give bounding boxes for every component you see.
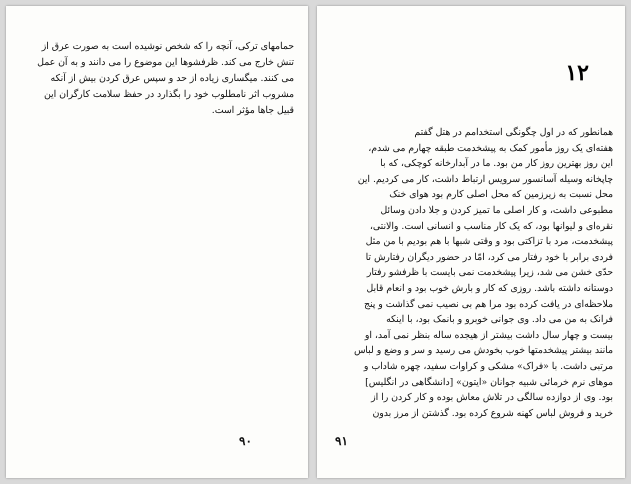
text-line: تنش خارج می کند. ظرفشوها این موضوع را می دانند و به آن عمل	[37, 57, 294, 69]
text-line: فرانک به من می داد. وی جوانی خوبرو و بانمک بود، با اینکه	[386, 314, 613, 326]
text-line: چاپخانه وسیله آسانسور سرویس ارتباط داشت، کار می کردیم. این	[357, 173, 613, 185]
text-line: این روز بهترین روز کار من بود. ما در آبدارخانه کوچکی، که با	[380, 158, 613, 170]
left-page-number: ۹۰	[239, 434, 252, 448]
text-line: ملاحظه‌ای در یافت کرده بود مرا هم بی نصیب نمی گذاشت و پنج	[363, 298, 613, 310]
left-page	[6, 6, 308, 478]
text-line: مرتبی داشت. با «فراک» مشکی و کراوات سفید، چهره شاداب و	[363, 360, 613, 372]
right-page	[317, 6, 625, 478]
text-line: بود. وی از دوازده سالگی در تلاش معاش بوده و کار کردن را از	[371, 392, 613, 404]
text-line: قبیل جاها مؤثر است.	[211, 105, 294, 117]
right-page-number: ۹۱	[335, 434, 348, 448]
text-line: نقره‌ای و لیوانها بود، که یک کار مناسب و انسانی است. والانتی،	[369, 220, 613, 232]
text-line: همانطور که در اول چگونگی استخدامم در هتل گفتم	[414, 127, 613, 138]
text-line: پیشخدمت، مرد با تزاکتی بود و وقتی شبها با هم بودیم با من مثل	[365, 236, 613, 248]
text-line: دوستانه داشته باشد. روزی که کار و بارش خوب بود و انعام قابل	[366, 282, 613, 294]
chapter-number: ۱۲	[565, 60, 589, 86]
text-line: حدّی خشن می شد، زیرا پیشخدمت نمی بایست با ظرفشو رفتار	[366, 267, 613, 279]
text-line: می کنند. میگساری زیاده از حد و سپس عرق کردن بیش از آنکه	[50, 73, 294, 85]
right-page-text	[337, 125, 613, 421]
text-line: فردی برابر با خود رفتار می کرد، امّا در حضور دیگران رفتارش تا	[365, 251, 613, 263]
text-line: مشروب اثر نامطلوب خود را بگذارد در حفظ سلامت کارگران این	[43, 89, 294, 101]
text-line: محل نسبت به زیرزمین که محل اصلی کارم بود هوای خنک	[389, 189, 613, 201]
text-line: هفته‌ای یک روز مأمور کمک به پیشخدمت طبقه چهارم می شدم،	[368, 142, 613, 154]
text-line: مطبوعی داشت، و کار اصلی ما تمیز کردن و جلا دادن وسائل	[380, 204, 613, 216]
text-line: مانند بیشتر پیشخدمتها خوب بخودش می رسید و سر و وضع و لباس	[353, 345, 613, 357]
text-line: خرید و فروش لباس کهنه شروع کرده بود. گذشتن از مرز بدون	[372, 407, 613, 419]
left-page-text	[22, 39, 294, 119]
text-line: بیست و چهار سال داشت بیشتر از هیجده ساله بنظر نمی آمد، او	[364, 329, 613, 341]
text-line: حمامهای ترکی، آنچه را که شخص نوشیده است به صورت عرق از	[41, 41, 294, 52]
text-line: موهای نرم خرمائی شبیه جوانان «ایتون» [دانشگاهی در انگلیس]	[365, 376, 613, 388]
